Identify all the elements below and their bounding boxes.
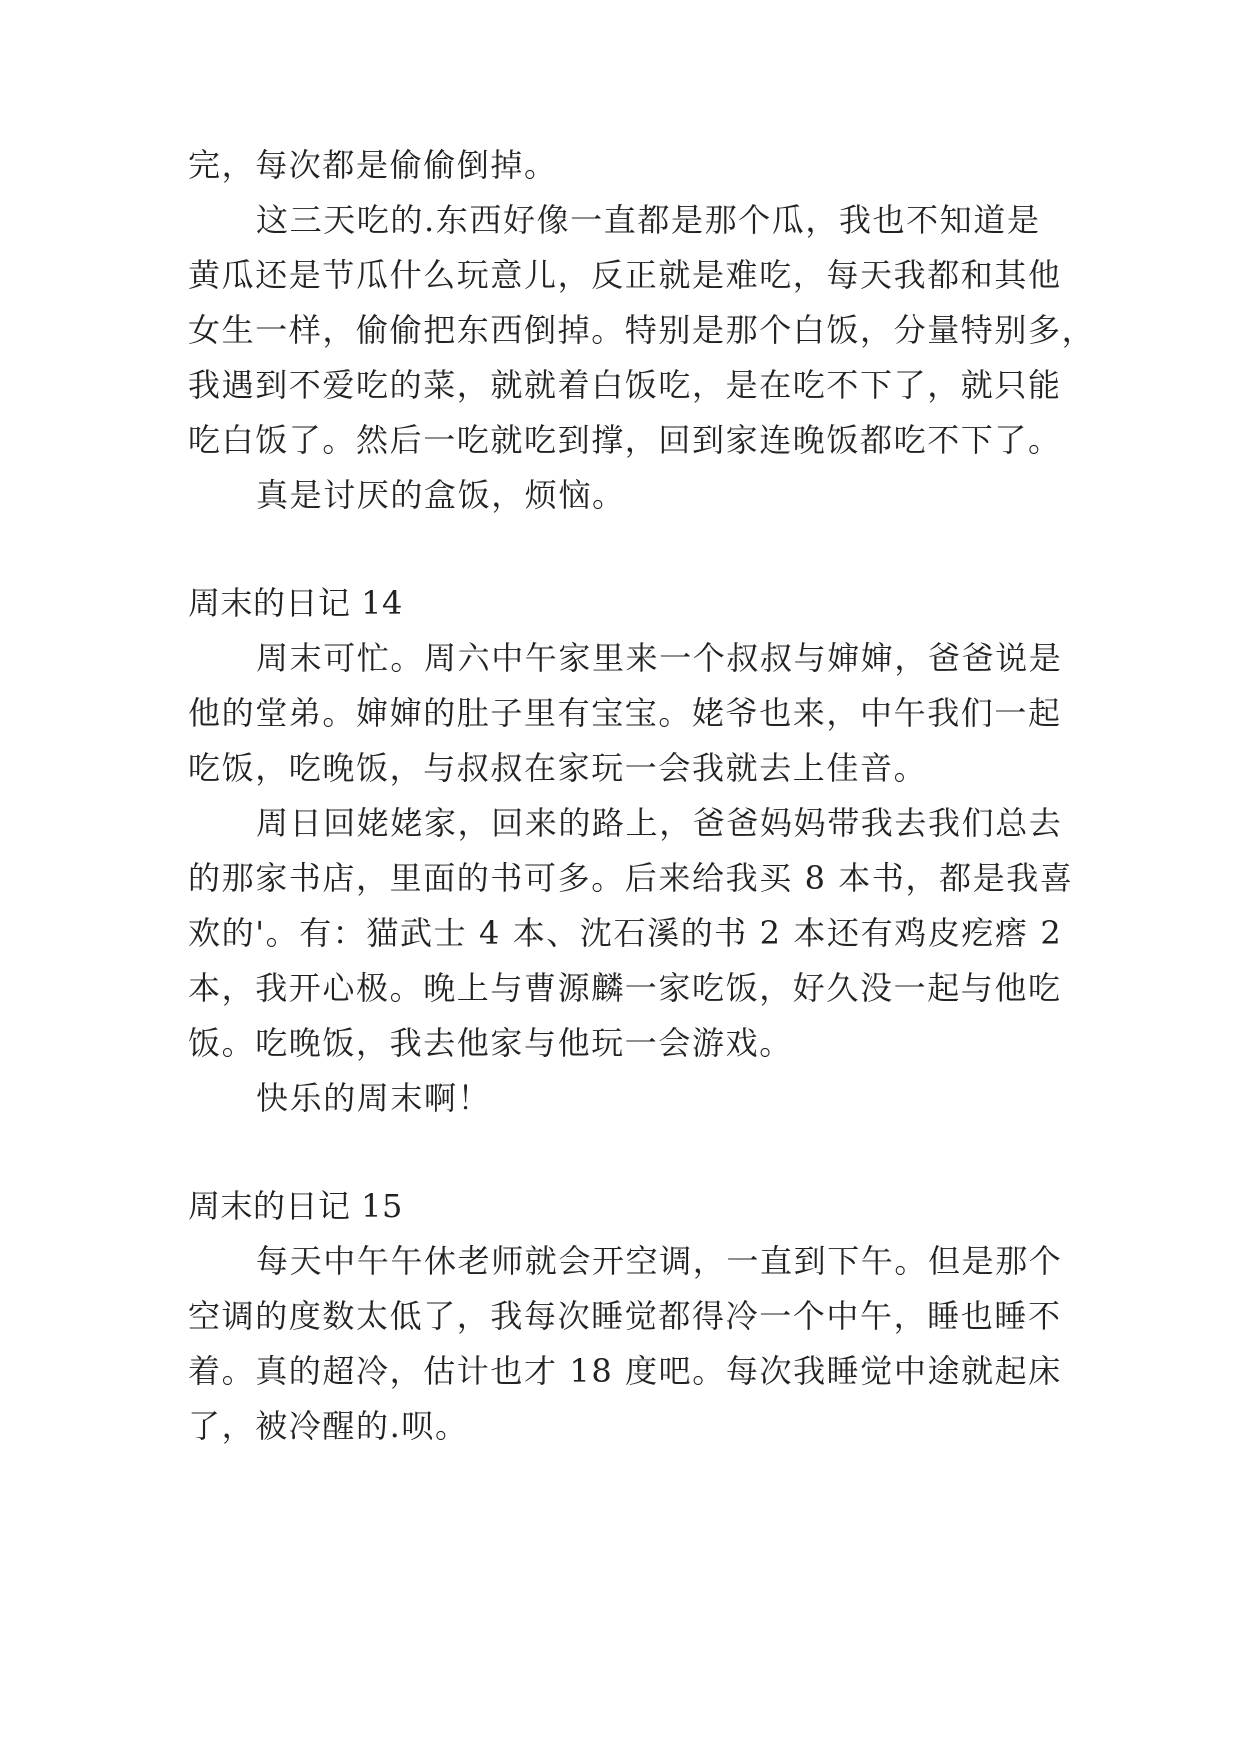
paragraph-line: 饭。吃晚饭，我去他家与他玩一会游戏。 bbox=[188, 1024, 793, 1062]
paragraph-line: 女生一样，偷偷把东西倒掉。特别是那个白饭，分量特别多， bbox=[188, 311, 1096, 349]
paragraph-line: 的那家书店，里面的书可多。后来给我买 8 本书，都是我喜 bbox=[188, 859, 1074, 897]
paragraph-line: 真是讨厌的盒饭，烦恼。 bbox=[256, 476, 626, 514]
paragraph-line: 我遇到不爱吃的菜，就就着白饭吃，是在吃不下了，就只能 bbox=[188, 366, 1062, 404]
paragraph-line: 周末可忙。周六中午家里来一个叔叔与婶婶，爸爸说是 bbox=[256, 639, 1063, 677]
paragraph-line: 完，每次都是偷偷倒掉。 bbox=[188, 146, 558, 184]
section-title: 周末的日记 15 bbox=[188, 1187, 403, 1225]
paragraph-line: 这三天吃的.东西好像一直都是那个瓜，我也不知道是 bbox=[256, 201, 1041, 239]
paragraph-line: 空调的度数太低了，我每次睡觉都得冷一个中午，睡也睡不 bbox=[188, 1297, 1062, 1335]
paragraph-line: 欢的'。有：猫武士 4 本、沈石溪的书 2 本还有鸡皮疙瘩 2 bbox=[188, 914, 1063, 952]
paragraph-line: 吃饭，吃晚饭，与叔叔在家玩一会我就去上佳音。 bbox=[188, 749, 928, 787]
paragraph-line: 吃白饭了。然后一吃就吃到撑，回到家连晚饭都吃不下了。 bbox=[188, 421, 1062, 459]
paragraph-line: 快乐的周末啊！ bbox=[256, 1079, 492, 1117]
paragraph-line: 每天中午午休老师就会开空调，一直到下午。但是那个 bbox=[256, 1242, 1063, 1280]
paragraph-line: 本，我开心极。晚上与曹源麟一家吃饭，好久没一起与他吃 bbox=[188, 969, 1062, 1007]
paragraph-line: 着。真的超冷，估计也才 18 度吧。每次我睡觉中途就起床 bbox=[188, 1352, 1062, 1390]
paragraph-line: 他的堂弟。婶婶的肚子里有宝宝。姥爷也来，中午我们一起 bbox=[188, 694, 1062, 732]
paragraph-line: 黄瓜还是节瓜什么玩意儿，反正就是难吃，每天我都和其他 bbox=[188, 256, 1062, 294]
section-title: 周末的日记 14 bbox=[188, 584, 403, 622]
paragraph-line: 了，被冷醒的.呗。 bbox=[188, 1407, 469, 1445]
paragraph-line: 周日回姥姥家，回来的路上，爸爸妈妈带我去我们总去 bbox=[256, 804, 1063, 842]
